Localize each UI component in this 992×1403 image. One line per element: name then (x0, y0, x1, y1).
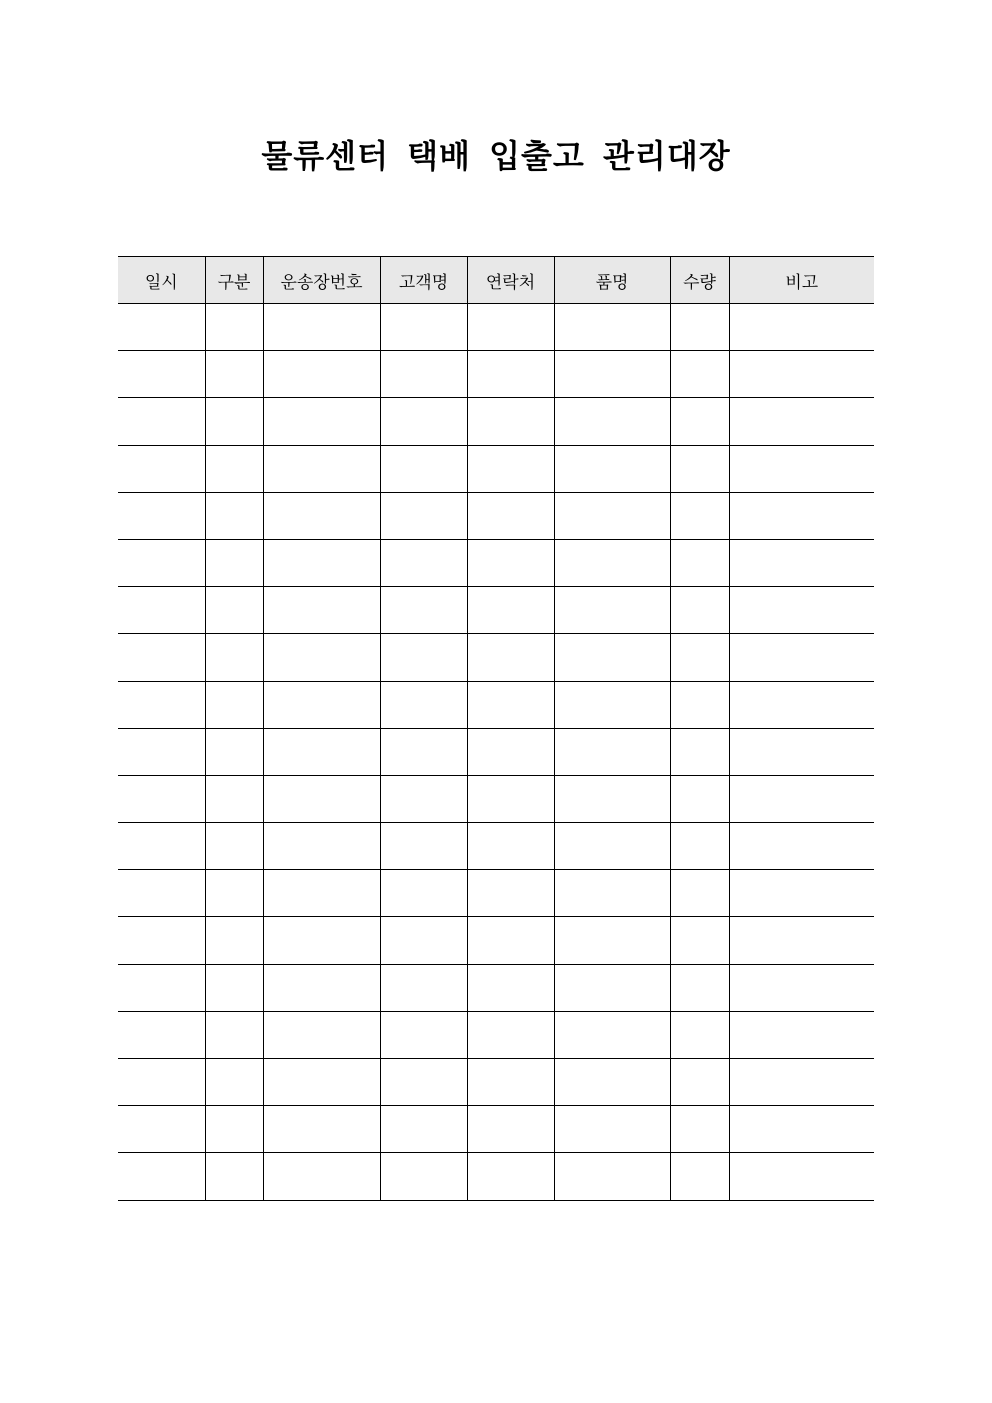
table-cell[interactable] (729, 1106, 874, 1153)
table-cell[interactable] (118, 823, 205, 870)
table-row (118, 304, 874, 351)
table-cell[interactable] (554, 964, 670, 1011)
table-cell[interactable] (554, 634, 670, 681)
table-cell[interactable] (554, 1153, 670, 1200)
table-cell[interactable] (554, 398, 670, 445)
table-cell[interactable] (263, 304, 380, 351)
table-cell[interactable] (467, 445, 554, 492)
table-cell[interactable] (467, 681, 554, 728)
table-cell[interactable] (670, 728, 729, 775)
table-cell[interactable] (205, 492, 263, 539)
table-cell[interactable] (380, 681, 467, 728)
table-cell[interactable] (118, 398, 205, 445)
table-row (118, 917, 874, 964)
table-cell[interactable] (467, 492, 554, 539)
table-cell[interactable] (380, 1059, 467, 1106)
table-cell[interactable] (118, 728, 205, 775)
table-cell[interactable] (729, 1011, 874, 1058)
table-cell[interactable] (205, 445, 263, 492)
table-cell[interactable] (118, 964, 205, 1011)
table-cell[interactable] (380, 539, 467, 586)
table-cell[interactable] (729, 681, 874, 728)
table-cell[interactable] (118, 587, 205, 634)
table-cell[interactable] (118, 870, 205, 917)
table-cell[interactable] (205, 351, 263, 398)
table-cell[interactable] (554, 445, 670, 492)
table-cell[interactable] (205, 775, 263, 822)
table-cell[interactable] (205, 964, 263, 1011)
table-cell[interactable] (380, 728, 467, 775)
table-row (118, 539, 874, 586)
table-cell[interactable] (263, 539, 380, 586)
table-cell[interactable] (263, 775, 380, 822)
table-cell[interactable] (263, 728, 380, 775)
table-cell[interactable] (467, 1011, 554, 1058)
table-cell[interactable] (554, 1011, 670, 1058)
table-cell[interactable] (670, 870, 729, 917)
column-header-date: 일시 (118, 257, 205, 304)
table-cell[interactable] (670, 1059, 729, 1106)
table-cell[interactable] (380, 1153, 467, 1200)
table-cell[interactable] (554, 1106, 670, 1153)
table-cell[interactable] (263, 681, 380, 728)
ledger-table (118, 256, 874, 1201)
table-cell[interactable] (263, 1059, 380, 1106)
table-cell[interactable] (205, 917, 263, 964)
table-cell[interactable] (467, 634, 554, 681)
table-cell[interactable] (729, 1059, 874, 1106)
table-cell[interactable] (118, 539, 205, 586)
table-cell[interactable] (205, 1011, 263, 1058)
table-cell[interactable] (263, 398, 380, 445)
table-cell[interactable] (263, 351, 380, 398)
table-cell[interactable] (263, 1153, 380, 1200)
table-cell[interactable] (554, 681, 670, 728)
table-cell[interactable] (205, 539, 263, 586)
table-cell[interactable] (118, 681, 205, 728)
table-cell[interactable] (729, 587, 874, 634)
table-row (118, 492, 874, 539)
table-cell[interactable] (380, 1106, 467, 1153)
table-cell[interactable] (467, 1106, 554, 1153)
table-cell[interactable] (380, 823, 467, 870)
table-cell[interactable] (263, 1011, 380, 1058)
table-cell[interactable] (118, 1059, 205, 1106)
table-cell[interactable] (205, 1059, 263, 1106)
table-cell[interactable] (670, 351, 729, 398)
table-row (118, 634, 874, 681)
table-cell[interactable] (467, 870, 554, 917)
table-cell[interactable] (467, 728, 554, 775)
table-cell[interactable] (118, 445, 205, 492)
table-cell[interactable] (729, 870, 874, 917)
table-cell[interactable] (263, 587, 380, 634)
table-cell[interactable] (467, 587, 554, 634)
table-row (118, 587, 874, 634)
table-cell[interactable] (467, 823, 554, 870)
table-cell[interactable] (670, 1106, 729, 1153)
table-cell[interactable] (467, 1059, 554, 1106)
table-row (118, 681, 874, 728)
table-row (118, 1153, 874, 1200)
table-cell[interactable] (554, 492, 670, 539)
table-cell[interactable] (467, 398, 554, 445)
table-cell[interactable] (380, 870, 467, 917)
column-header-item: 품명 (554, 257, 670, 304)
table-cell[interactable] (263, 870, 380, 917)
table-cell[interactable] (554, 775, 670, 822)
table-cell[interactable] (205, 681, 263, 728)
table-cell[interactable] (729, 1153, 874, 1200)
table-cell[interactable] (729, 823, 874, 870)
table-cell[interactable] (380, 445, 467, 492)
table-cell[interactable] (670, 539, 729, 586)
table-row (118, 1059, 874, 1106)
table-row (118, 728, 874, 775)
column-header-waybill: 운송장번호 (263, 257, 380, 304)
table-cell[interactable] (205, 587, 263, 634)
table-cell[interactable] (380, 351, 467, 398)
table-cell[interactable] (554, 823, 670, 870)
table-cell[interactable] (380, 917, 467, 964)
column-header-note: 비고 (729, 257, 874, 304)
table-row (118, 1106, 874, 1153)
table-cell[interactable] (380, 964, 467, 1011)
table-cell[interactable] (467, 917, 554, 964)
table-cell[interactable] (670, 917, 729, 964)
table-cell[interactable] (263, 634, 380, 681)
table-cell[interactable] (467, 1153, 554, 1200)
table-cell[interactable] (729, 539, 874, 586)
table-cell[interactable] (670, 775, 729, 822)
column-header-customer: 고객명 (380, 257, 467, 304)
table-cell[interactable] (670, 398, 729, 445)
table-cell[interactable] (554, 917, 670, 964)
column-header-type: 구분 (205, 257, 263, 304)
table-cell[interactable] (205, 823, 263, 870)
table-row (118, 351, 874, 398)
table-cell[interactable] (554, 539, 670, 586)
table-cell[interactable] (554, 870, 670, 917)
table-cell[interactable] (118, 492, 205, 539)
table-cell[interactable] (380, 492, 467, 539)
column-header-contact: 연락처 (467, 257, 554, 304)
table-cell[interactable] (729, 304, 874, 351)
table-cell[interactable] (263, 1106, 380, 1153)
table-cell[interactable] (729, 917, 874, 964)
table-cell[interactable] (205, 634, 263, 681)
table-cell[interactable] (380, 304, 467, 351)
table-cell[interactable] (670, 587, 729, 634)
table-cell[interactable] (205, 1153, 263, 1200)
table-cell[interactable] (670, 1153, 729, 1200)
table-row (118, 775, 874, 822)
table-cell[interactable] (380, 398, 467, 445)
table-cell[interactable] (380, 1011, 467, 1058)
document-title: 물류센터 택배 입출고 관리대장 (261, 137, 731, 175)
table-cell[interactable] (467, 964, 554, 1011)
table-cell[interactable] (729, 775, 874, 822)
table-row (118, 823, 874, 870)
table-cell[interactable] (729, 492, 874, 539)
table-row (118, 445, 874, 492)
table-cell[interactable] (729, 398, 874, 445)
table-cell[interactable] (263, 445, 380, 492)
table-cell[interactable] (729, 728, 874, 775)
table-cell[interactable] (263, 492, 380, 539)
table-cell[interactable] (118, 1106, 205, 1153)
table-row (118, 870, 874, 917)
table-cell[interactable] (263, 917, 380, 964)
table-header-row (118, 257, 874, 304)
table-cell[interactable] (205, 304, 263, 351)
table-cell[interactable] (729, 351, 874, 398)
table-cell[interactable] (380, 634, 467, 681)
table-cell[interactable] (467, 539, 554, 586)
table-cell[interactable] (554, 1059, 670, 1106)
table-cell[interactable] (729, 445, 874, 492)
table-cell[interactable] (670, 681, 729, 728)
table-cell[interactable] (670, 823, 729, 870)
table-cell[interactable] (118, 634, 205, 681)
table-cell[interactable] (118, 304, 205, 351)
table-cell[interactable] (205, 728, 263, 775)
table-cell[interactable] (263, 823, 380, 870)
table-cell[interactable] (554, 304, 670, 351)
table-cell[interactable] (670, 304, 729, 351)
table-cell[interactable] (205, 398, 263, 445)
table-cell[interactable] (670, 492, 729, 539)
table-cell[interactable] (554, 351, 670, 398)
table-cell[interactable] (554, 587, 670, 634)
table-cell[interactable] (467, 351, 554, 398)
table-cell[interactable] (729, 964, 874, 1011)
table-cell[interactable] (670, 634, 729, 681)
table-cell[interactable] (263, 964, 380, 1011)
table-cell[interactable] (670, 445, 729, 492)
table-cell[interactable] (467, 775, 554, 822)
table-cell[interactable] (118, 351, 205, 398)
table-cell[interactable] (380, 775, 467, 822)
table-cell[interactable] (729, 634, 874, 681)
table-row (118, 1011, 874, 1058)
table-row (118, 964, 874, 1011)
table-cell[interactable] (118, 1011, 205, 1058)
table-cell[interactable] (380, 587, 467, 634)
table-cell[interactable] (467, 304, 554, 351)
table-cell[interactable] (118, 775, 205, 822)
table-cell[interactable] (670, 964, 729, 1011)
table-row (118, 398, 874, 445)
table-cell[interactable] (118, 1153, 205, 1200)
column-header-quantity: 수량 (670, 257, 729, 304)
table-cell[interactable] (670, 1011, 729, 1058)
table-cell[interactable] (205, 1106, 263, 1153)
table-cell[interactable] (118, 917, 205, 964)
table-cell[interactable] (205, 870, 263, 917)
table-cell[interactable] (554, 728, 670, 775)
ledger-body (118, 304, 874, 1201)
